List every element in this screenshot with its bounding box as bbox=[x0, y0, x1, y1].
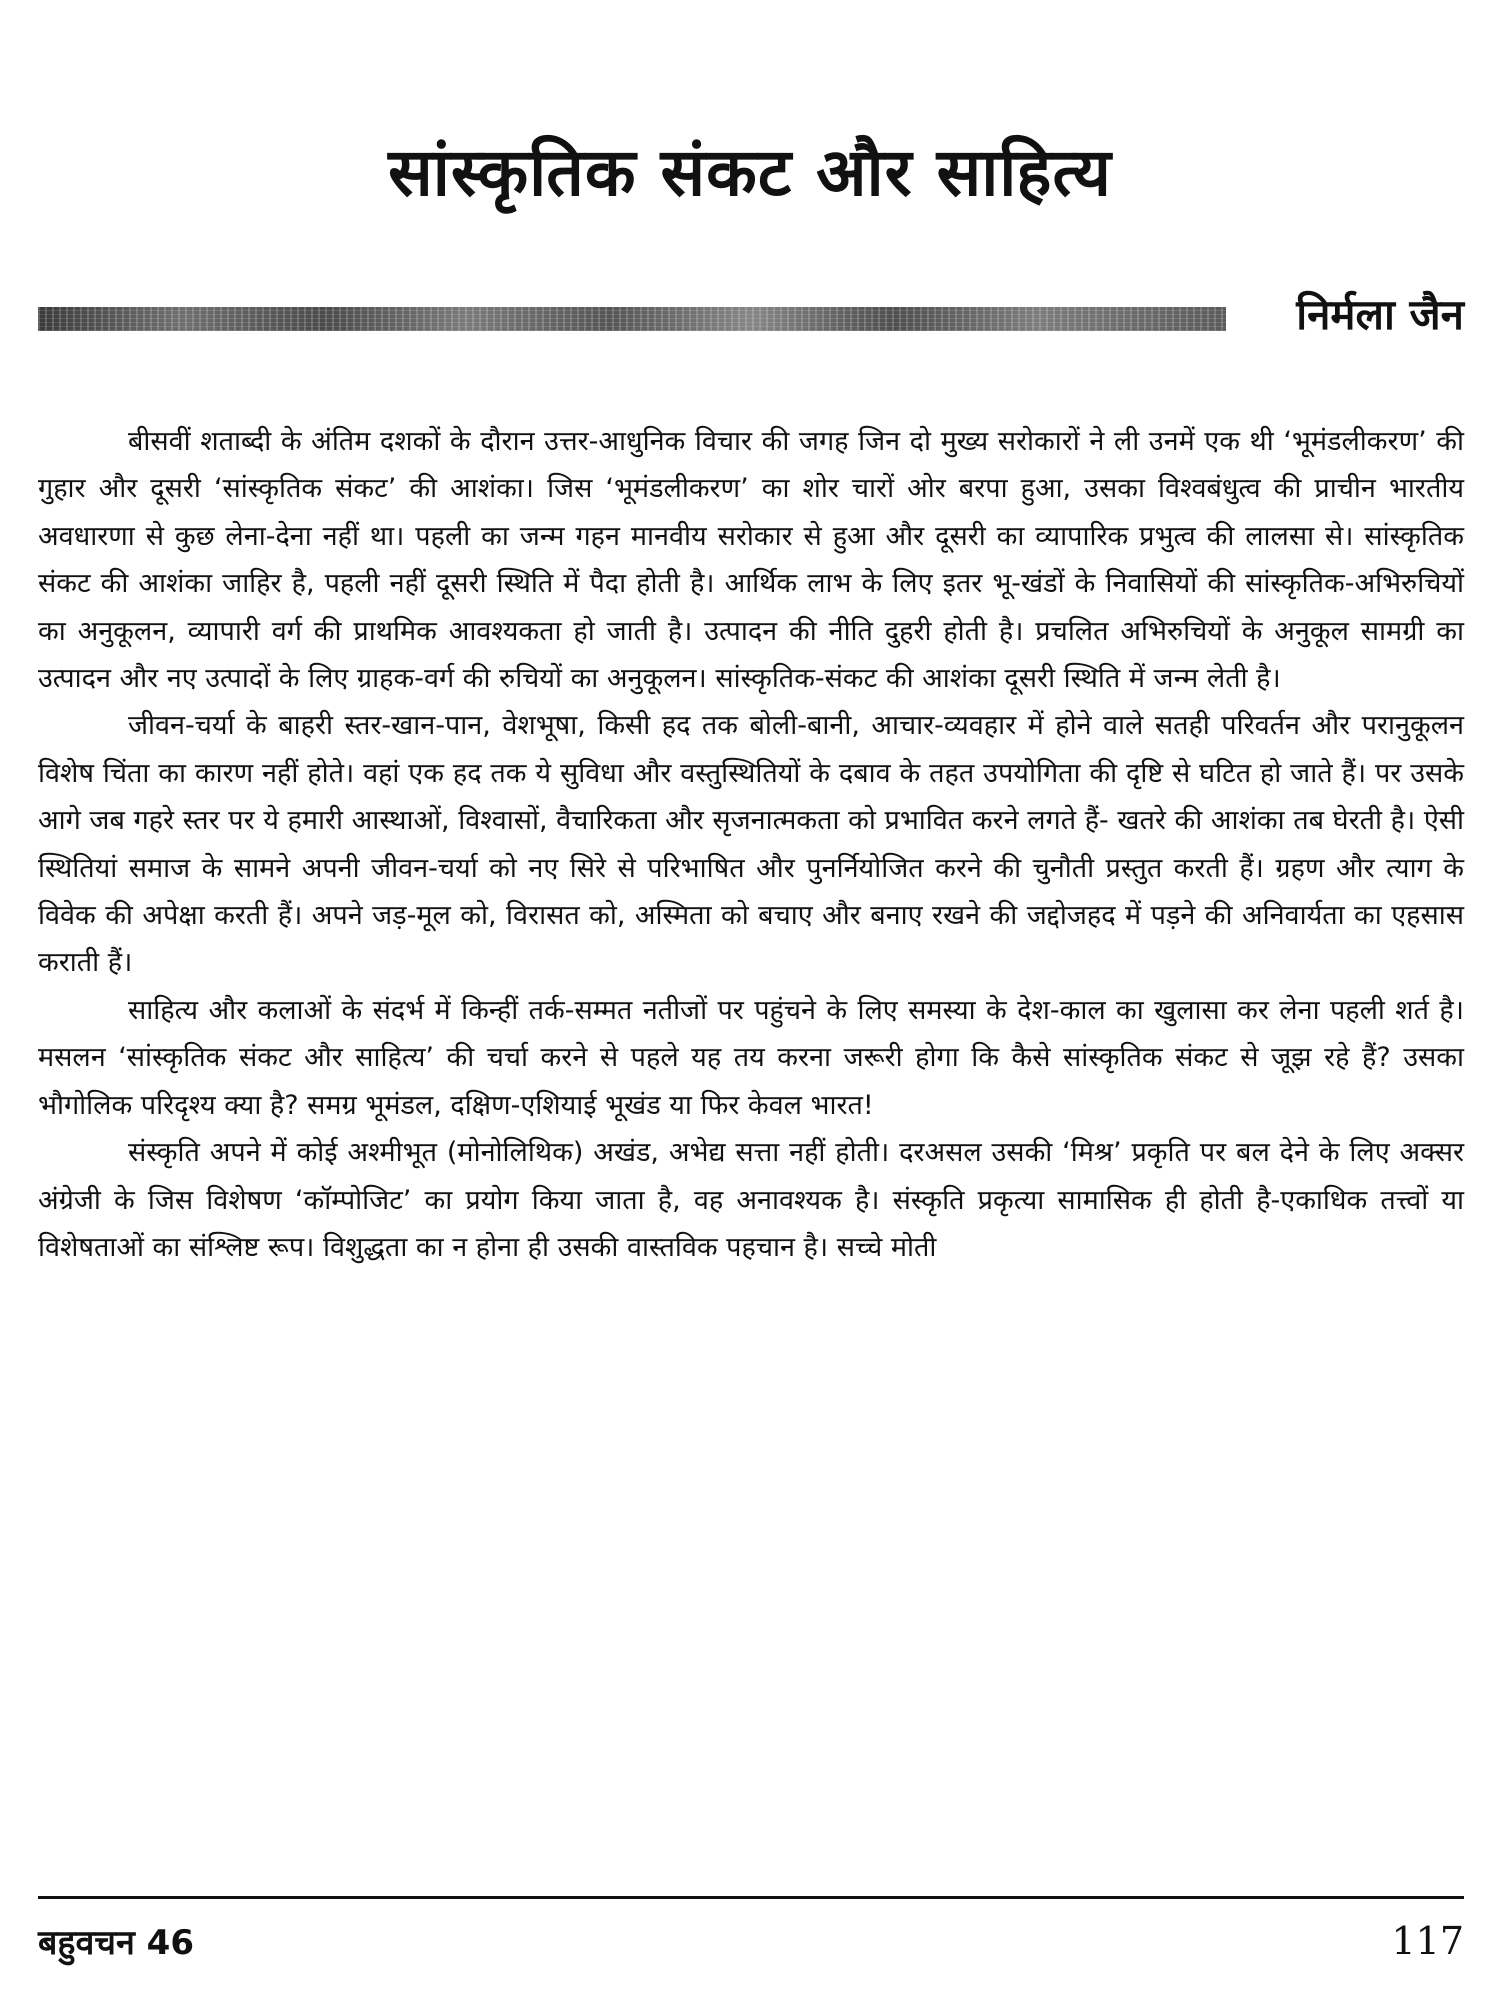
decorative-rule-bar bbox=[38, 307, 1226, 331]
paragraph-1: बीसवीं शताब्दी के अंतिम दशकों के दौरान उत्तर-आधुनिक विचार की जगह जिन दो मुख्य सरोकारों ने ली उनमें एक थी ‘भूमंडलीकरण’ की गुहार और दूसरी ‘सांस्कृतिक संकट’ की आशंका। जिस ‘भूमंडलीकरण’ का शोर चारों ओर बरपा हुआ, उसका विश्वबंधुत्व की प्राचीन भारतीय अवधारणा से कुछ लेना-देना नहीं था। पहली का जन्म गहन मानवीय सरोकार से हुआ और दूसरी का व्यापारिक प्रभुत्व की लालसा से। सांस्कृतिक संकट की आशंका जाहिर है, पहली नहीं दूसरी स्थिति में पैदा होती है। आर्थिक लाभ के लिए इतर भू-खंडों के निवासियों की सांस्कृतिक-अभिरुचियों का अनुकूलन, व्यापारी वर्ग की प्राथमिक आवश्यकता हो जाती है। उत्पादन की नीति दुहरी होती है। प्रचलित अभिरुचियों के अनुकूल सामग्री का उत्पादन और नए उत्पादों के लिए ग्राहक-वर्ग की रुचियों का अनुकूलन। सांस्कृतिक-संकट की आशंका दूसरी स्थिति में जन्म लेती है। bbox=[38, 426, 1464, 695]
article-body bbox=[38, 418, 1464, 1271]
byline bbox=[38, 285, 1464, 345]
paragraph-3: साहित्य और कलाओं के संदर्भ में किन्हीं तर्क-सम्मत नतीजों पर पहुंचने के लिए समस्या के देश-काल का खुलासा कर लेना पहली शर्त है। मसलन ‘सांस्कृतिक संकट और साहित्य’ की चर्चा करने से पहले यह तय करना जरूरी होगा कि कैसे सांस्कृतिक संकट से जूझ रहे हैं? उसका भौगोलिक परिदृश्य क्या है? समग्र भूमंडल, दक्षिण-एशियाई भूखंड या फिर केवल भारत! bbox=[38, 994, 1464, 1121]
footer-divider bbox=[38, 1896, 1464, 1899]
paragraph-2: जीवन-चर्या के बाहरी स्तर-खान-पान, वेशभूषा, किसी हद तक बोली-बानी, आचार-व्यवहार में होने वाले सतही परिवर्तन और परानुकूलन विशेष चिंता का कारण नहीं होते। वहां एक हद तक ये सुविधा और वस्तुस्थितियों के दबाव के तहत उपयोगिता की दृष्टि से घटित हो जाते हैं। पर उसके आगे जब गहरे स्तर पर ये हमारी आस्थाओं, विश्वासों, वैचारिकता और सृजनात्मकता को प्रभावित करने लगते हैं- खतरे की आशंका तब घेरती है। ऐसी स्थितियां समाज के सामने अपनी जीवन-चर्या को नए सिरे से परिभाषित और पुनर्नियोजित करने की चुनौती प्रस्तुत करती हैं। ग्रहण और त्याग के विवेक की अपेक्षा करती हैं। अपने जड़-मूल को, विरासत को, अस्मिता को बचाए और बनाए रखने की जद्दोजहद में पड़ने की अनिवार्यता का एहसास कराती हैं। bbox=[38, 710, 1464, 979]
paragraph-4: संस्कृति अपने में कोई अश्मीभूत (मोनोलिथिक) अखंड, अभेद्य सत्ता नहीं होती। दरअसल उसकी ‘मिश्र’ प्रकृति पर बल देने के लिए अक्सर अंग्रेजी के जिस विशेषण ‘कॉम्पोजिट’ का प्रयोग किया जाता है, वह अनावश्यक है। संस्कृति प्रकृत्या सामासिक ही होती है-एकाधिक तत्त्वों या विशेषताओं का संश्लिष्ट रूप। विशुद्धता का न होना ही उसकी वास्तविक पहचान है। सच्चे मोती bbox=[38, 1137, 1464, 1263]
page-number: 117 bbox=[1391, 1919, 1464, 1963]
journal-name: बहुवचन 46 bbox=[38, 1923, 194, 1963]
author-name: निर्मला जैन bbox=[1296, 290, 1464, 339]
page-title: सांस्कृतिक संकट और साहित्य bbox=[388, 134, 1112, 211]
